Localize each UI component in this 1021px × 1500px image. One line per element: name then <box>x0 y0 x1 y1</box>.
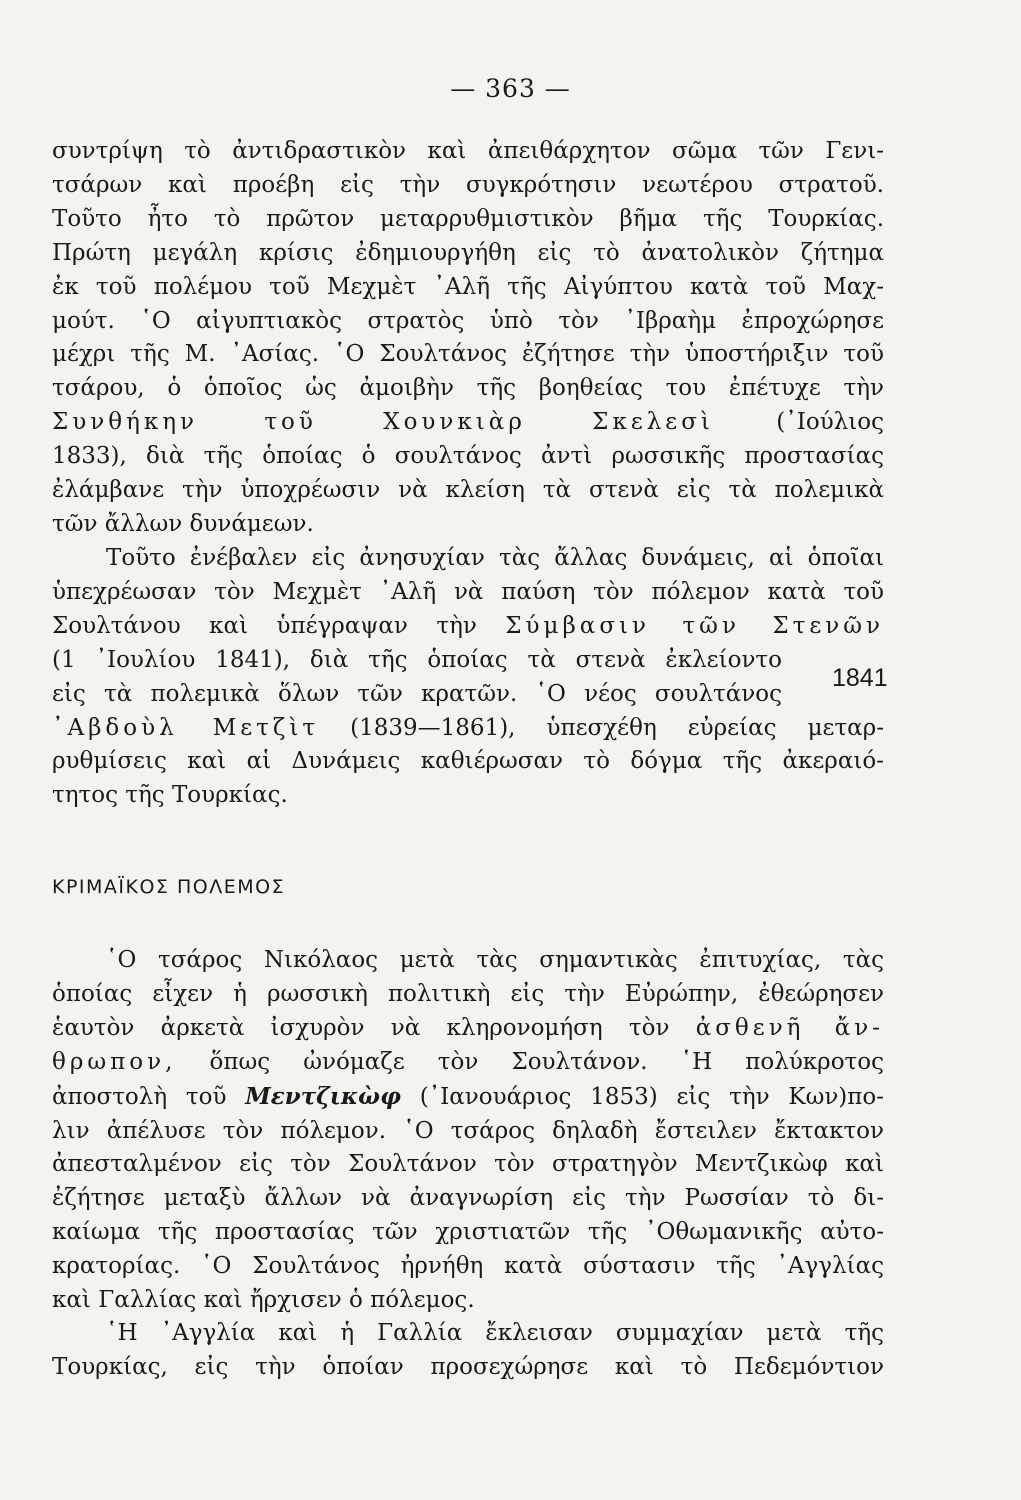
text-line: ἀπεσταλμένον εἰς τὸν Σουλτάνον τὸν στρατηγὸν Μεντζικὼφ καὶ <box>52 1151 884 1178</box>
text-line: ρυθμίσεις καὶ αἱ Δυνάμεις καθιέρωσαν τὸ δόγμα τῆς ἀκεραιό- <box>52 748 884 775</box>
text-fragment: Σουλτάνου καὶ ὑπέγραψαν τὴν <box>52 612 477 639</box>
sultan-name: ᾿Αβδοὺλ Μετζὶτ <box>52 714 320 741</box>
text-line <box>52 1046 884 1080</box>
margin-year-note: 1841 <box>832 664 888 692</box>
text-line: συντρίψη τὸ ἀντιδραστικὸν καὶ ἀπειθάρχητον σῶμα τῶν Γενι- <box>52 138 884 164</box>
text-line: τητος τῆς Τουρκίας. <box>52 782 288 809</box>
text-fragment: ὅπως ὠνόμαζε τὸν Σουλτάνον. ῾Η πολύκροτος <box>209 1048 885 1075</box>
text-line <box>52 1080 884 1115</box>
text-line: κρατορίας. ῾Ο Σουλτάνος ἠρνήθη κατὰ σύστασιν τῆς ᾿Αγγλίας <box>52 1253 884 1280</box>
text-line <box>52 406 884 440</box>
text-line: (1 ᾿Ιουλίου 1841), διὰ τῆς ὁποίας τὰ στενὰ ἐκλείοντο <box>52 646 782 673</box>
text-line: ὁποίας εἶχεν ἡ ρωσσικὴ πολιτικὴ εἰς τὴν Εὐρώπην, ἐθεώρησεν <box>52 980 884 1007</box>
treaty-name: Συνθήκην τοῦ Χουνκιὰρ Σκελεσὶ <box>52 409 714 436</box>
text-fragment: (1839—1861), ὑπεσχέθη εὐρείας μεταρ- <box>350 714 884 741</box>
text-line: ῾Η ᾿Αγγλία καὶ ἡ Γαλλία ἔκλεισαν συμμαχίαν μετὰ τῆς <box>106 1320 884 1346</box>
text-line <box>52 712 884 746</box>
text-line <box>52 1012 884 1046</box>
text-fragment: ἑαυτὸν ἀρκετὰ ἰσχυρὸν νὰ κληρονομήση τὸν <box>52 1014 670 1041</box>
phrase-sick-man: ἀσθενῆ ἄν- <box>695 1014 884 1041</box>
text-line: ἐζήτησε μεταξὺ ἄλλων νὰ ἀναγνωρίση εἰς τὴν Ρωσσίαν τὸ δι- <box>52 1185 884 1212</box>
text-fragment: (᾿Ιανουάριος 1853) εἰς τὴν Κων)πο- <box>419 1083 885 1110</box>
text-fragment: (᾿Ιούλιος <box>776 409 885 436</box>
text-line: ἐκ τοῦ πολέμου τοῦ Μεχμὲτ ᾿Αλῆ τῆς Αἰγύπτου κατὰ τοῦ Μαχ- <box>52 273 884 300</box>
text-line: τῶν ἄλλων δυνάμεων. <box>52 510 314 537</box>
text-line: λιν ἀπέλυσε τὸν πόλεμον. ῾Ο τσάρος δηλαδὴ ἔστειλεν ἔκτακτον <box>52 1117 884 1144</box>
menshikov-name: Μεντζικὼφ <box>245 1082 401 1110</box>
text-line: 1833), διὰ τῆς ὁποίας ὁ σουλτάνος ἀντὶ ρωσσικῆς προστασίας <box>52 443 884 470</box>
paragraph-janissaries <box>52 135 884 542</box>
text-line: τσάρων καὶ προέβη εἰς τὴν συγκρότησιν νεωτέρου στρατοῦ. <box>52 171 884 198</box>
text-line: τσάρου, ὁ ὁποῖος ὡς ἀμοιβὴν τῆς βοηθείας του ἐπέτυχε τὴν <box>52 375 884 402</box>
paragraph-straits-convention <box>52 542 884 813</box>
text-line: Τοῦτο ἦτο τὸ πρῶτον μεταρρυθμιστικὸν βῆμα τῆς Τουρκίας. <box>52 205 884 232</box>
text-line: μούτ. ῾Ο αἰγυπτιακὸς στρατὸς ὑπὸ τὸν ᾿Ιβραὴμ ἐπροχώρησε <box>52 307 884 334</box>
phrase-sick-man-end: θρωπον, <box>52 1048 177 1075</box>
text-line: καίωμα τῆς προστασίας τῶν χριστιατῶν τῆς ᾿Οθωμανικῆς αὐτο- <box>52 1219 884 1246</box>
text-line: καὶ Γαλλίας καὶ ἤρχισεν ὁ πόλεμος. <box>52 1287 475 1314</box>
text-line: ῾Ο τσάρος Νικόλαος μετὰ τὰς σημαντικὰς ἐπιτυχίας, τὰς <box>106 947 884 973</box>
page-number: — 363 — <box>450 74 571 103</box>
text-line: μέχρι τῆς Μ. ᾿Ασίας. ῾Ο Σουλτάνος ἐζήτησε τὴν ὑποστήριξιν τοῦ <box>52 341 884 368</box>
text-line: Τουρκίας, εἰς τὴν ὁποίαν προσεχώρησε καὶ τὸ Πεδεμόντιον <box>52 1353 884 1380</box>
convention-name: Σύμβασιν τῶν Στενῶν <box>505 612 884 639</box>
text-fragment: ἀποστολὴ τοῦ <box>52 1083 227 1110</box>
text-line: ὑπεχρέωσαν τὸν Μεχμὲτ ᾿Αλῆ νὰ παύση τὸν πόλεμον κατὰ τοῦ <box>52 578 884 605</box>
text-line <box>52 610 884 644</box>
text-line: Πρώτη μεγάλη κρίσις ἐδημιουργήθη εἰς τὸ ἀνατολικὸν ζήτημα <box>52 239 884 266</box>
paragraph-alliance <box>52 1317 884 1385</box>
text-line: ἐλάμβανε τὴν ὑποχρέωσιν νὰ κλείση τὰ στενὰ εἰς τὰ πολεμικὰ <box>52 477 884 504</box>
paragraph-crimean-war <box>52 944 884 1318</box>
text-line: εἰς τὰ πολεμικὰ ὅλων τῶν κρατῶν. ῾Ο νέος σουλτάνος <box>52 680 782 707</box>
section-heading: ΚΡΙΜΑΪΚΟΣ ΠΟΛΕΜΟΣ <box>52 876 286 898</box>
text-line: Τοῦτο ἐνέβαλεν εἰς ἀνησυχίαν τὰς ἄλλας δυνάμεις, αἱ ὁποῖαι <box>106 545 884 571</box>
